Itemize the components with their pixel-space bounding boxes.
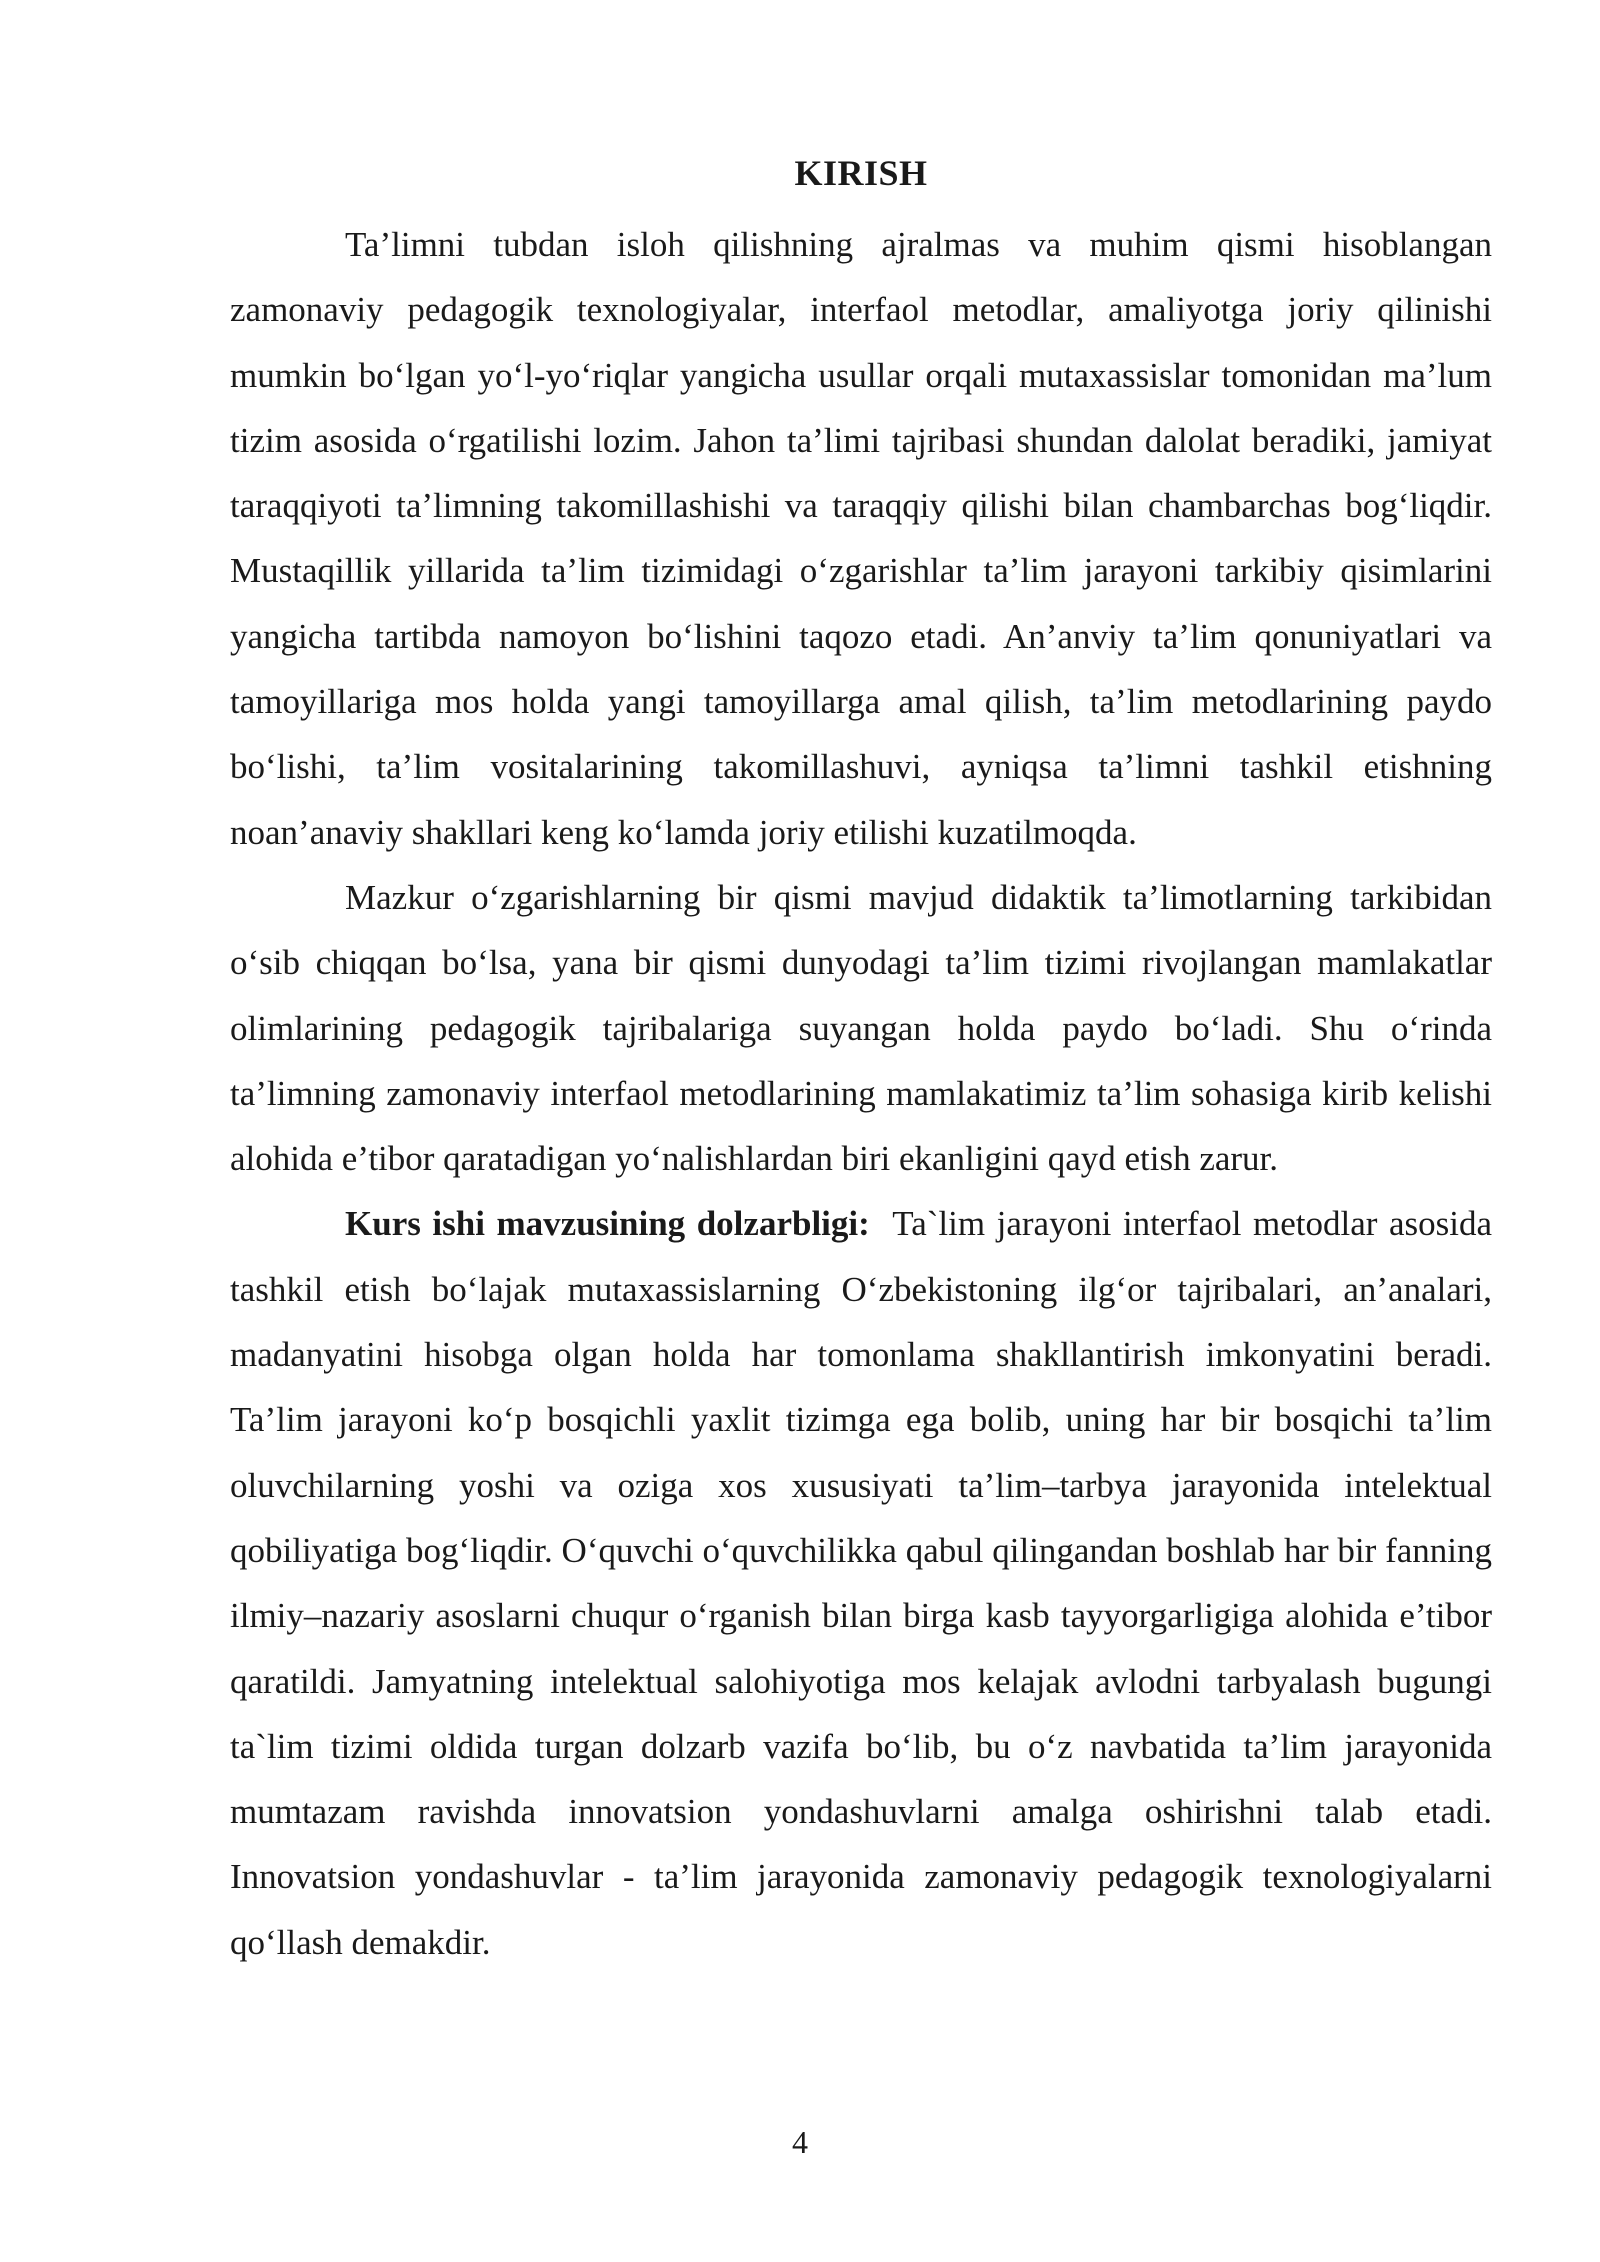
paragraph-changes (230, 865, 1492, 1191)
paragraph-intro-text: Ta’limni tubdan isloh qilishning ajralmas va muhim qismi hisoblangan zamonaviy pedagogik texnologiyalar, interfaol metodlar, amaliyotga joriy qilinishi mumkin bo‘lgan yo‘l-yo‘riqlar yangicha usullar orqali mutaxassislar tomonidan ma’lum tizim asosida o‘rgatilishi lozim. Jahon ta’limi tajribasi shundan dalolat beradiki, jamiyat taraqqiyoti ta’limning takomillashishi va taraqqiy qilishi bilan chambarchas bog‘liqdir. Mustaqillik yillarida ta’lim tizimidagi o‘zgarishlar ta’lim jarayoni tarkibiy qisimlarini yangicha tartibda namoyon bo‘lishini taqozo etadi. An’anviy ta’lim qonuniyatlari va tamoyillariga mos holda yangi tamoyillarga amal qilish, ta’lim metodlarining paydo bo‘lishi, ta’lim vositalarining takomillashuvi, ayniqsa ta’limni tashkil etishning noan’anaviy shakllari keng ko‘lamda joriy etilishi kuzatilmoqda. (230, 225, 1492, 852)
paragraph-intro (230, 212, 1492, 865)
paragraph-relevance-text: Ta`lim jarayoni interfaol metodlar asosida tashkil etish bo‘lajak mutaxassislarning O‘zbekistoning ilg‘or tajribalari, an’analari, madanyatini hisobga olgan holda har tomonlama shakllantirish imkonyatini beradi. Ta’lim jarayoni ko‘p bosqichli yaxlit tizimga ega bolib, uning har bir bosqichi ta’lim oluvchilarning yoshi va oziga xos xususiyati ta’lim–tarbya jarayonida intelektual qobiliyatiga bog‘liqdir. O‘quvchi o‘quvchilikka qabul qilingandan boshlab har bir fanning ilmiy–nazariy asoslarni chuqur o‘rganish bilan birga kasb tayyorgarligiga alohida e’tibor qaratildi. Jamyatning intelektual salohiyotiga mos kelajak avlodni tarbyalash bugungi ta`lim tizimi oldida turgan dolzarb vazifa bo‘lib, bu o‘z navbatida ta’lim jarayonida mumtazam ravishda innovatsion yondashuvlarni amalga oshirishni talab etadi. Innovatsion yondashuvlar - ta’lim jarayonida zamonaviy pedagogik texnologiyalarni qo‘llash demakdir. (230, 1204, 1492, 1962)
relevance-heading: Kurs ishi mavzusining dolzarbligi: (345, 1204, 870, 1244)
page-number: 4 (792, 2124, 808, 2160)
paragraph-relevance (230, 1191, 1492, 1975)
paragraph-changes-text: Mazkur o‘zgarishlarning bir qismi mavjud didaktik ta’limotlarning tarkibidan o‘sib chiqqan bo‘lsa, yana bir qismi dunyodagi ta’lim tizimi rivojlangan mamlakatlar olimlarining pedagogik tajribalariga suyangan holda paydo bo‘ladi. Shu o‘rinda ta’limning zamonaviy interfaol metodlarining mamlakatimiz ta’lim sohasiga kirib kelishi alohida e’tibor qaratadigan yo‘nalishlardan biri ekanligini qayd etish zarur. (230, 877, 1492, 1179)
document-page (230, 148, 1492, 1975)
section-title: KIRISH (794, 153, 928, 193)
